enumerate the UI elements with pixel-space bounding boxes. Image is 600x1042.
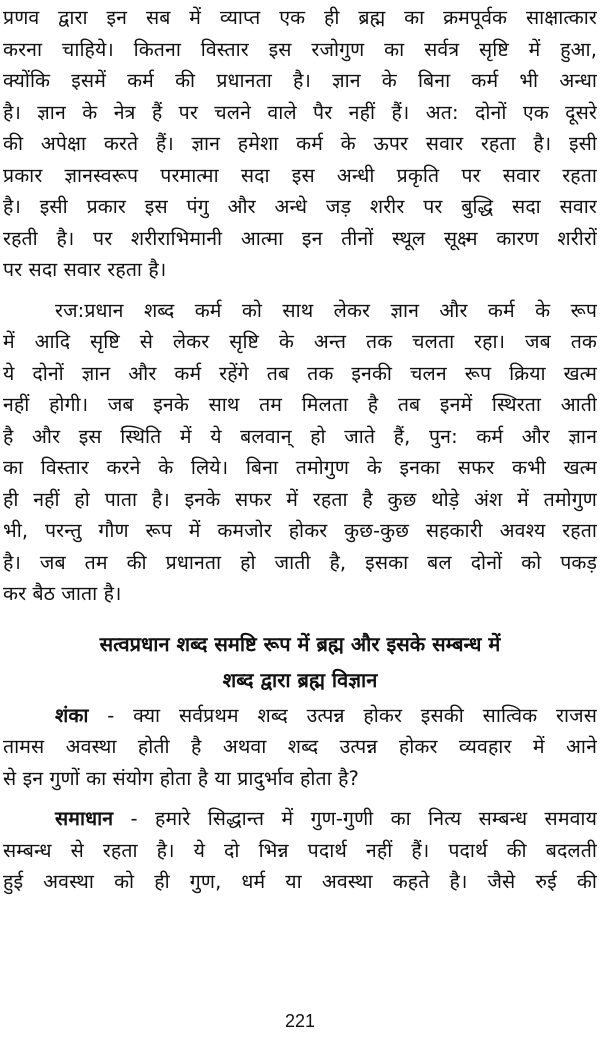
text-line: है और इस स्थिति में ये बलवान् हो जाते हैं, पुन: कर्म और ज्ञान — [3, 424, 597, 448]
section-heading — [3, 626, 597, 698]
text-line — [3, 700, 597, 732]
shanka-label: शंका — [55, 703, 89, 727]
paragraph-rajah-pradhan — [3, 295, 597, 610]
text-line: पर सदा सवार रहता है। — [3, 258, 167, 281]
heading-line: सत्वप्रधान शब्द समष्टि रूप में ब्रह्म और इसके सम्बन्ध में — [99, 631, 501, 656]
text-line: की अपेक्षा करते हैं। ज्ञान हमेशा कर्म के ऊपर सवार रहता है। इसी — [3, 132, 597, 155]
samadhan-text: - हमारे सिद्धान्त में गुण-गुणी का नित्य सम्बन्ध समवाय — [113, 807, 597, 830]
text-line: रहती है। पर शरीराभिमानी आत्मा इन तीनों स्थूल सूक्ष्म कारण शरीरों — [3, 226, 597, 250]
paragraph-spacer — [3, 794, 597, 803]
text-line: करना चाहिये। कितना विस्तार इस रजोगुण का सर्वत्र सृष्टि में हुआ, — [3, 37, 597, 61]
text-line: प्रकार ज्ञानस्वरूप परमात्मा सदा इस अन्धी प्रकृति पर सवार रहता — [3, 163, 597, 187]
text-line: से इन गुणों का संयोग होता है या प्रादुर्भाव होता है? — [3, 766, 360, 790]
text-line: क्योंकि इसमें कर्म की प्रधानता है। ज्ञान के बिना कर्म भी अन्धा — [3, 69, 597, 92]
text-line: ही नहीं हो पाता है। इनके सफर में रहता है कुछ थोड़े अंश में तमोगुण — [3, 487, 597, 511]
text-line: भी, परन्तु गौण रूप में कमजोर होकर कुछ-कुछ सहकारी अवश्य रहता — [3, 519, 597, 542]
heading-line: शब्द द्वारा ब्रह्म विज्ञान — [222, 667, 378, 692]
text-line: ये दोनों ज्ञान और कर्म रहेंगे तब तक इनकी चलन रूप क्रिया खत्म — [3, 361, 597, 385]
text-line — [3, 803, 597, 835]
text-line: प्रणव द्वारा इन सब में व्याप्त एक ही ब्रह्म का क्रमपूर्वक साक्षात्कार — [3, 6, 597, 29]
samadhan-label: समाधान — [55, 807, 114, 830]
text-line: है। जब तम की प्रधानता हो जाती है, इसका बल दोनों को पकड़ — [3, 550, 597, 574]
text-line: में आदि सृष्टि से लेकर सृष्टि के अन्त तक चलता रहा। जब तक — [3, 330, 597, 353]
paragraph-shanka — [3, 700, 597, 795]
paragraph-spacer — [3, 286, 597, 295]
text-line: रज:प्रधान शब्द कर्म को साथ लेकर ज्ञान और कर्म के रूप — [55, 298, 597, 322]
shanka-text: - क्या सर्वप्रथम शब्द उत्पन्न होकर इसकी सात्विक राजस — [88, 703, 597, 727]
text-line: है। ज्ञान के नेत्र हैं पर चलने वाले पैर नहीं हैं। अत: दोनों एक दूसरे — [3, 100, 597, 124]
paragraph-samadhan — [3, 803, 597, 898]
text-line: कर बैठ जाता है। — [3, 582, 122, 605]
page-number: 221 — [284, 1011, 316, 1031]
text-line: हुई अवस्था को ही गुण, धर्म या अवस्था कहते है। जैसे रुई की — [3, 870, 597, 893]
text-line: नहीं होगी। जब इनके साथ तम मिलता है तब इनमें स्थिरता आती — [3, 393, 597, 416]
text-line: का विस्तार करने के लिये। बिना तमोगुण के इनका सफर कभी खत्म — [3, 456, 597, 479]
text-line: तामस अवस्था होती है अथवा शब्द उत्पन्न होकर व्यवहार में आने — [3, 735, 597, 758]
paragraph-pranav — [3, 2, 597, 286]
section-spacer — [3, 610, 597, 626]
text-line: सम्बन्ध से रहता है। ये दो भिन्न पदार्थ नहीं हैं। पदार्थ की बदलती — [3, 838, 597, 862]
text-line: है। इसी प्रकार इस पंगु और अन्धे जड़ शरीर पर बुद्धि सदा सवार — [3, 195, 597, 218]
